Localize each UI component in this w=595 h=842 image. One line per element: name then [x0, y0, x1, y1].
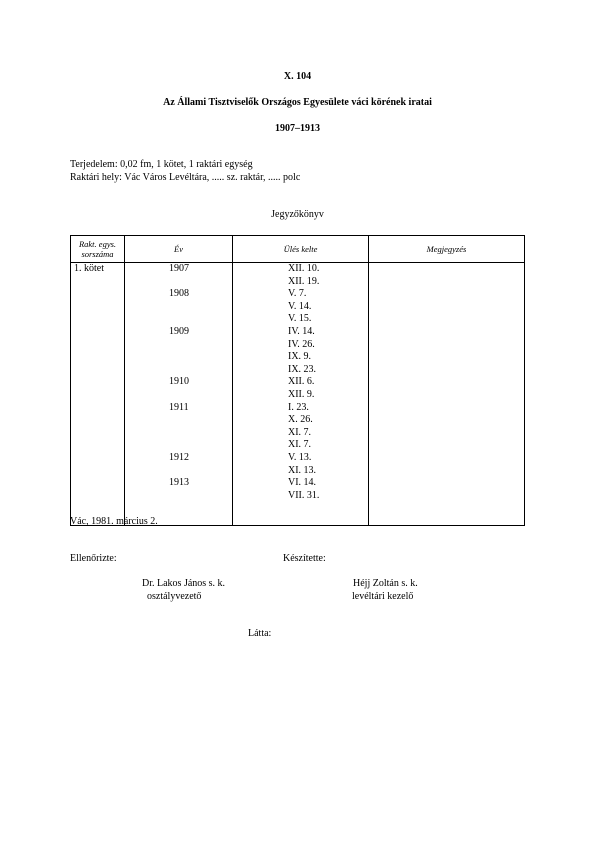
- section-title: Jegyzőkönyv: [271, 209, 324, 220]
- year-cell: [125, 276, 232, 289]
- fond-years: 1907–1913: [275, 123, 320, 134]
- year-cell: 1913: [169, 477, 189, 489]
- year-cell: [125, 351, 232, 364]
- volume-cell: [71, 313, 124, 326]
- register-table: [70, 235, 525, 526]
- date-cell: V. 15.: [288, 313, 312, 325]
- volume-cell: [71, 452, 124, 465]
- date-cell: XI. 13.: [288, 464, 317, 476]
- date-cell: V. 13.: [288, 451, 312, 463]
- date-cell: XII. 9.: [288, 388, 315, 400]
- date-cell: VI. 14.: [288, 477, 317, 489]
- date-cell: VII. 31.: [288, 489, 320, 501]
- volume-column: [71, 263, 125, 526]
- date-cell: XII. 6.: [288, 376, 315, 388]
- date-cell: XI. 7.: [288, 426, 312, 438]
- date-cell: IX. 23.: [288, 363, 317, 375]
- year-cell: [125, 301, 232, 314]
- table-header-row: [71, 236, 525, 263]
- year-cell: [125, 414, 232, 427]
- place-date: Vác, 1981. március 2.: [70, 516, 158, 527]
- header-volume: Rakt. egys. sorszáma: [71, 236, 125, 263]
- date-cell: V. 7.: [288, 288, 307, 300]
- location-line: Raktári hely: Vác Város Levéltára, ..... sz. raktár, ..... polc: [70, 172, 301, 183]
- date-cell: IV. 14.: [288, 325, 315, 337]
- year-cell: 1909: [169, 325, 189, 337]
- year-cell: 1910: [169, 376, 189, 388]
- volume-cell: [71, 376, 124, 389]
- volume-cell: [71, 465, 124, 478]
- volume-cell: [71, 490, 124, 503]
- year-cell: 1912: [169, 451, 189, 463]
- year-cell: [125, 313, 232, 326]
- year-cell: [125, 465, 232, 478]
- year-cell: [125, 389, 232, 402]
- header-notes: Megjegyzés: [369, 236, 525, 263]
- fond-code: X. 104: [283, 71, 312, 82]
- year-cell: [125, 439, 232, 452]
- date-cell: V. 14.: [288, 300, 312, 312]
- volume-cell: [71, 301, 124, 314]
- date-cell: X. 26.: [288, 414, 313, 426]
- table-row: [71, 263, 525, 526]
- volume-cell: [71, 339, 124, 352]
- year-cell: 1911: [169, 401, 189, 413]
- volume-cell: [71, 389, 124, 402]
- year-cell: [125, 490, 232, 503]
- volume-cell: [71, 288, 124, 301]
- fond-title: Az Állami Tisztviselők Országos Egyesülete váci körének iratai: [163, 97, 432, 108]
- year-cell: [125, 364, 232, 377]
- year-cell: 1907: [169, 263, 189, 274]
- volume-cell: [71, 427, 124, 440]
- preparer-name: Héjj Zoltán s. k.: [353, 578, 418, 589]
- volume-cell: [71, 351, 124, 364]
- header-date: Ülés kelte: [233, 236, 369, 263]
- header-year: Év: [125, 236, 233, 263]
- date-cell: IV. 26.: [288, 338, 315, 350]
- year-cell: [125, 339, 232, 352]
- date-cell: XII. 10.: [288, 263, 320, 274]
- volume-cell: [71, 364, 124, 377]
- date-cell: I. 23.: [288, 401, 309, 413]
- prepared-label: Készítette:: [283, 553, 326, 564]
- volume-cell: [71, 477, 124, 490]
- date-column: [233, 263, 369, 526]
- volume-cell: [71, 276, 124, 289]
- volume-cell: 1. kötet: [74, 263, 104, 274]
- preparer-role: levéltári kezelő: [352, 591, 414, 602]
- extent-line: Terjedelem: 0,02 fm, 1 kötet, 1 raktári egység: [70, 159, 253, 170]
- volume-cell: [71, 402, 124, 415]
- checker-role: osztályvezető: [147, 591, 202, 602]
- checked-label: Ellenőrizte:: [70, 553, 117, 564]
- volume-cell: [71, 439, 124, 452]
- volume-cell: [71, 326, 124, 339]
- checker-name: Dr. Lakos János s. k.: [142, 578, 226, 589]
- year-cell: 1908: [169, 288, 189, 300]
- seen-label: Látta:: [248, 628, 272, 639]
- date-cell: XII. 19.: [288, 275, 320, 287]
- date-cell: IX. 9.: [288, 351, 312, 363]
- year-column: [125, 263, 233, 526]
- date-cell: XI. 7.: [288, 439, 312, 451]
- volume-cell: [71, 414, 124, 427]
- notes-column: [369, 263, 525, 526]
- year-cell: [125, 427, 232, 440]
